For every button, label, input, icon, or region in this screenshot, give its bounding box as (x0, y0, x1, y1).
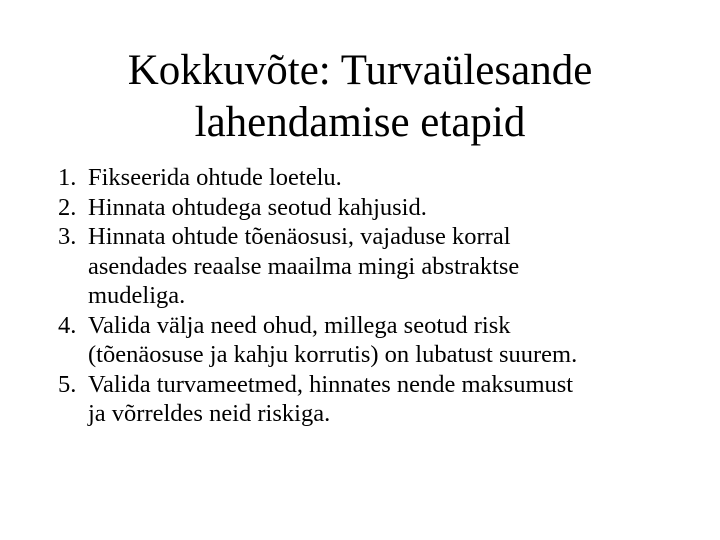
list-item (58, 222, 698, 311)
item-text-line: Valida välja need ohud, millega seotud risk (88, 311, 511, 339)
list-item (58, 311, 698, 370)
slide-title (0, 45, 720, 149)
item-number: 2. (58, 193, 77, 221)
item-number: 1. (58, 164, 77, 191)
item-text-line: Hinnata ohtudega seotud kahjusid. (88, 193, 427, 221)
item-number: 3. (58, 223, 77, 250)
title-line: Kokkuvõte: Turvaülesande (127, 47, 593, 94)
item-text-line: Fikseerida ohtude loetelu. (88, 164, 342, 191)
item-number: 5. (58, 370, 77, 398)
item-text-line: Valida turvameetmed, hinnates nende maksumust (88, 370, 574, 398)
title-line: lahendamise etapid (194, 99, 526, 146)
item-number: 4. (58, 311, 77, 339)
item-text-line: mudeliga. (88, 282, 186, 309)
list-item (58, 370, 698, 429)
item-text-line: ja võrreldes neid riskiga. (88, 400, 331, 427)
list-item (58, 193, 698, 223)
item-text-line: (tõenäosuse ja kahju korrutis) on lubatust suurem. (88, 341, 578, 368)
item-text-line: asendades reaalse maailma mingi abstraktse (88, 252, 520, 280)
steps-list (58, 163, 698, 429)
item-text-line: Hinnata ohtude tõenäosusi, vajaduse korral (88, 223, 511, 250)
list-item (58, 163, 698, 193)
